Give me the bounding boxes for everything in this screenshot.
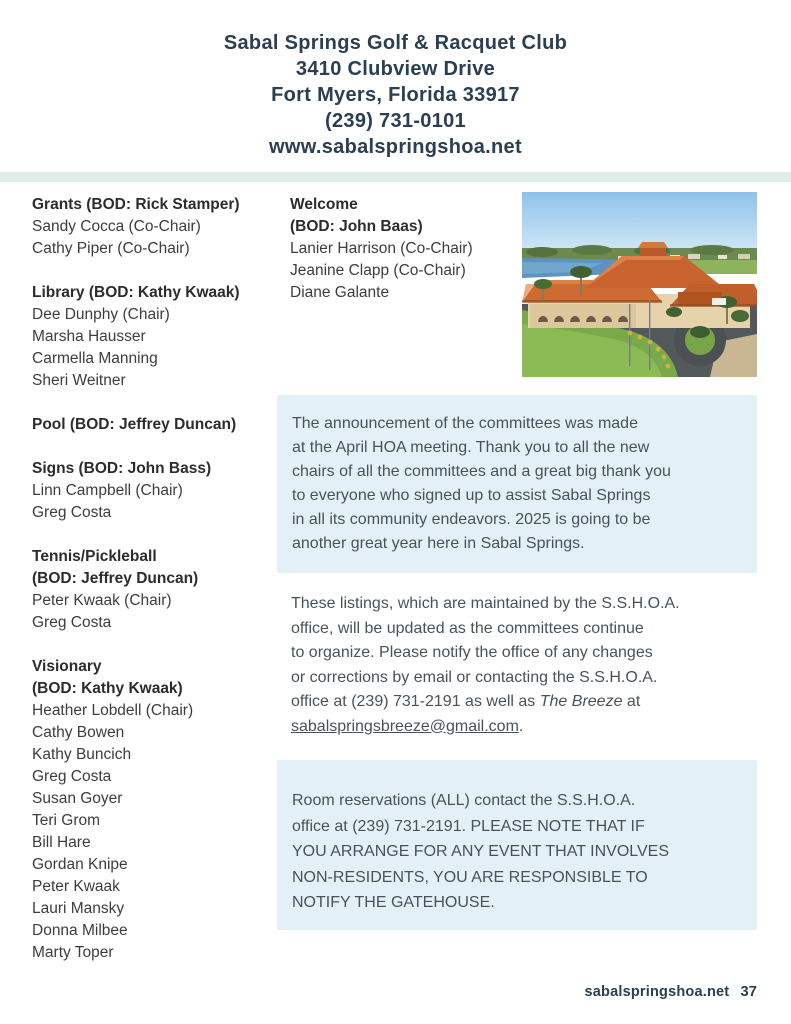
announcement-line: chairs of all the committees and a great big thank you — [292, 463, 671, 480]
welcome-committee-section — [290, 194, 522, 326]
website-url: www.sabalspringshoa.net — [269, 136, 522, 158]
committee-section — [32, 656, 284, 964]
reservations-line: Room reservations (ALL) contact the S.S.H.O.A. — [292, 792, 636, 809]
committee-member: Jeanine Clapp (Co-Chair) — [290, 262, 466, 279]
committee-member: Lauri Mansky — [32, 900, 125, 917]
committee-member: Marsha Hausser — [32, 328, 146, 345]
committee-member: Sandy Cocca (Co-Chair) — [32, 218, 201, 235]
committee-member: Greg Costa — [32, 768, 112, 785]
committee-title: Grants (BOD: Rick Stamper) — [32, 196, 240, 213]
announcement-line: in all its community endeavors. 2025 is going to be — [292, 511, 651, 528]
committee-member: Greg Costa — [32, 504, 112, 521]
committee-member: Diane Galante — [290, 284, 390, 301]
email-suffix: . — [518, 717, 524, 735]
committee-member: Marty Toper — [32, 944, 114, 961]
mint-divider-band — [0, 172, 791, 182]
committee-member: Linn Campbell (Chair) — [32, 482, 183, 499]
committee-member: Lanier Harrison (Co-Chair) — [290, 240, 473, 257]
committee-section — [32, 194, 284, 260]
committee-member: Dee Dunphy (Chair) — [32, 306, 170, 323]
page-footer — [0, 983, 757, 1000]
committee-member: Cathy Piper (Co-Chair) — [32, 240, 190, 257]
committee-title: Pool (BOD: Jeffrey Duncan) — [32, 416, 237, 433]
committee-member: Gordan Knipe — [32, 856, 128, 873]
committee-member: Carmella Manning — [32, 350, 158, 367]
committee-member: Heather Lobdell (Chair) — [32, 702, 194, 719]
listings-paragraph — [291, 592, 761, 739]
listings-text: office at (239) 731-2191 as well as — [291, 693, 540, 710]
listings-line: or corrections by email or contacting the S.S.H.O.A. — [291, 668, 658, 686]
announcement-line: another great year here in Sabal Springs. — [292, 535, 585, 552]
listings-lines — [291, 592, 761, 690]
address-line-2: Fort Myers, Florida 33917 — [271, 84, 520, 106]
footer-website: sabalspringshoa.net — [584, 984, 730, 1000]
committee-title: Welcome — [290, 196, 358, 213]
committee-title: Tennis/Pickleball — [32, 548, 157, 565]
page-header — [0, 30, 791, 160]
email-link[interactable]: sabalspringsbreeze@gmail.com — [291, 717, 519, 735]
committee-section — [32, 414, 284, 436]
announcement-line: The announcement of the committees was made — [292, 415, 638, 432]
reservations-line: YOU ARRANGE FOR ANY EVENT THAT INVOLVES — [292, 843, 669, 860]
committee-member: Cathy Bowen — [32, 724, 125, 741]
announcement-box — [277, 395, 757, 573]
listings-line: to organize. Please notify the office of any changes — [291, 644, 653, 661]
listings-line-email — [291, 715, 761, 740]
clubhouse-aerial-photo — [522, 192, 757, 377]
address-line-1: 3410 Clubview Drive — [295, 58, 496, 80]
committee-section — [32, 458, 284, 524]
club-name: Sabal Springs Golf & Racquet Club — [223, 32, 568, 54]
listings-line: These listings, which are maintained by the S.S.H.O.A. — [291, 595, 680, 612]
announcement-line: at the April HOA meeting. Thank you to all the new — [292, 439, 650, 456]
clubhouse-photo-illustration — [522, 192, 757, 377]
committee-section — [32, 546, 284, 634]
listings-text-after: at — [622, 693, 641, 710]
reservations-line: NON-RESIDENTS, YOU ARE RESPONSIBLE TO — [292, 868, 648, 886]
committee-member: Peter Kwaak — [32, 878, 120, 895]
reservations-box — [277, 760, 757, 930]
committee-member: Kathy Buncich — [32, 746, 132, 763]
committee-member: Greg Costa — [32, 614, 112, 631]
committee-member: Susan Goyer — [32, 790, 123, 807]
listings-line-breeze — [291, 690, 761, 715]
reservations-line: office at (239) 731-2191. PLEASE NOTE THAT IF — [292, 817, 645, 835]
committee-member: Peter Kwaak (Chair) — [32, 592, 172, 609]
committee-member: Donna Milbee — [32, 922, 128, 939]
committee-member: Teri Grom — [32, 812, 101, 829]
announcement-line: to everyone who signed up to assist Sabal Springs — [292, 487, 651, 504]
committee-member: Sheri Weitner — [32, 372, 126, 389]
page-number: 37 — [740, 983, 757, 1000]
phone-number: (239) 731-0101 — [325, 110, 466, 132]
reservations-line: NOTIFY THE GATEHOUSE. — [292, 894, 495, 911]
committee-list-left — [32, 194, 284, 986]
committee-title: Visionary — [32, 658, 102, 675]
committee-title: Signs (BOD: John Bass) — [32, 460, 212, 477]
committee-title: Library (BOD: Kathy Kwaak) — [32, 284, 240, 301]
committee-section — [290, 194, 522, 304]
committee-section — [32, 282, 284, 392]
committee-title: (BOD: Jeffrey Duncan) — [32, 570, 199, 587]
committee-member: Bill Hare — [32, 834, 91, 851]
committee-title: (BOD: Kathy Kwaak) — [32, 680, 183, 697]
listings-line: office, will be updated as the committees continue — [291, 619, 644, 637]
committee-title: (BOD: John Baas) — [290, 218, 423, 235]
breeze-title: The Breeze — [539, 693, 623, 710]
